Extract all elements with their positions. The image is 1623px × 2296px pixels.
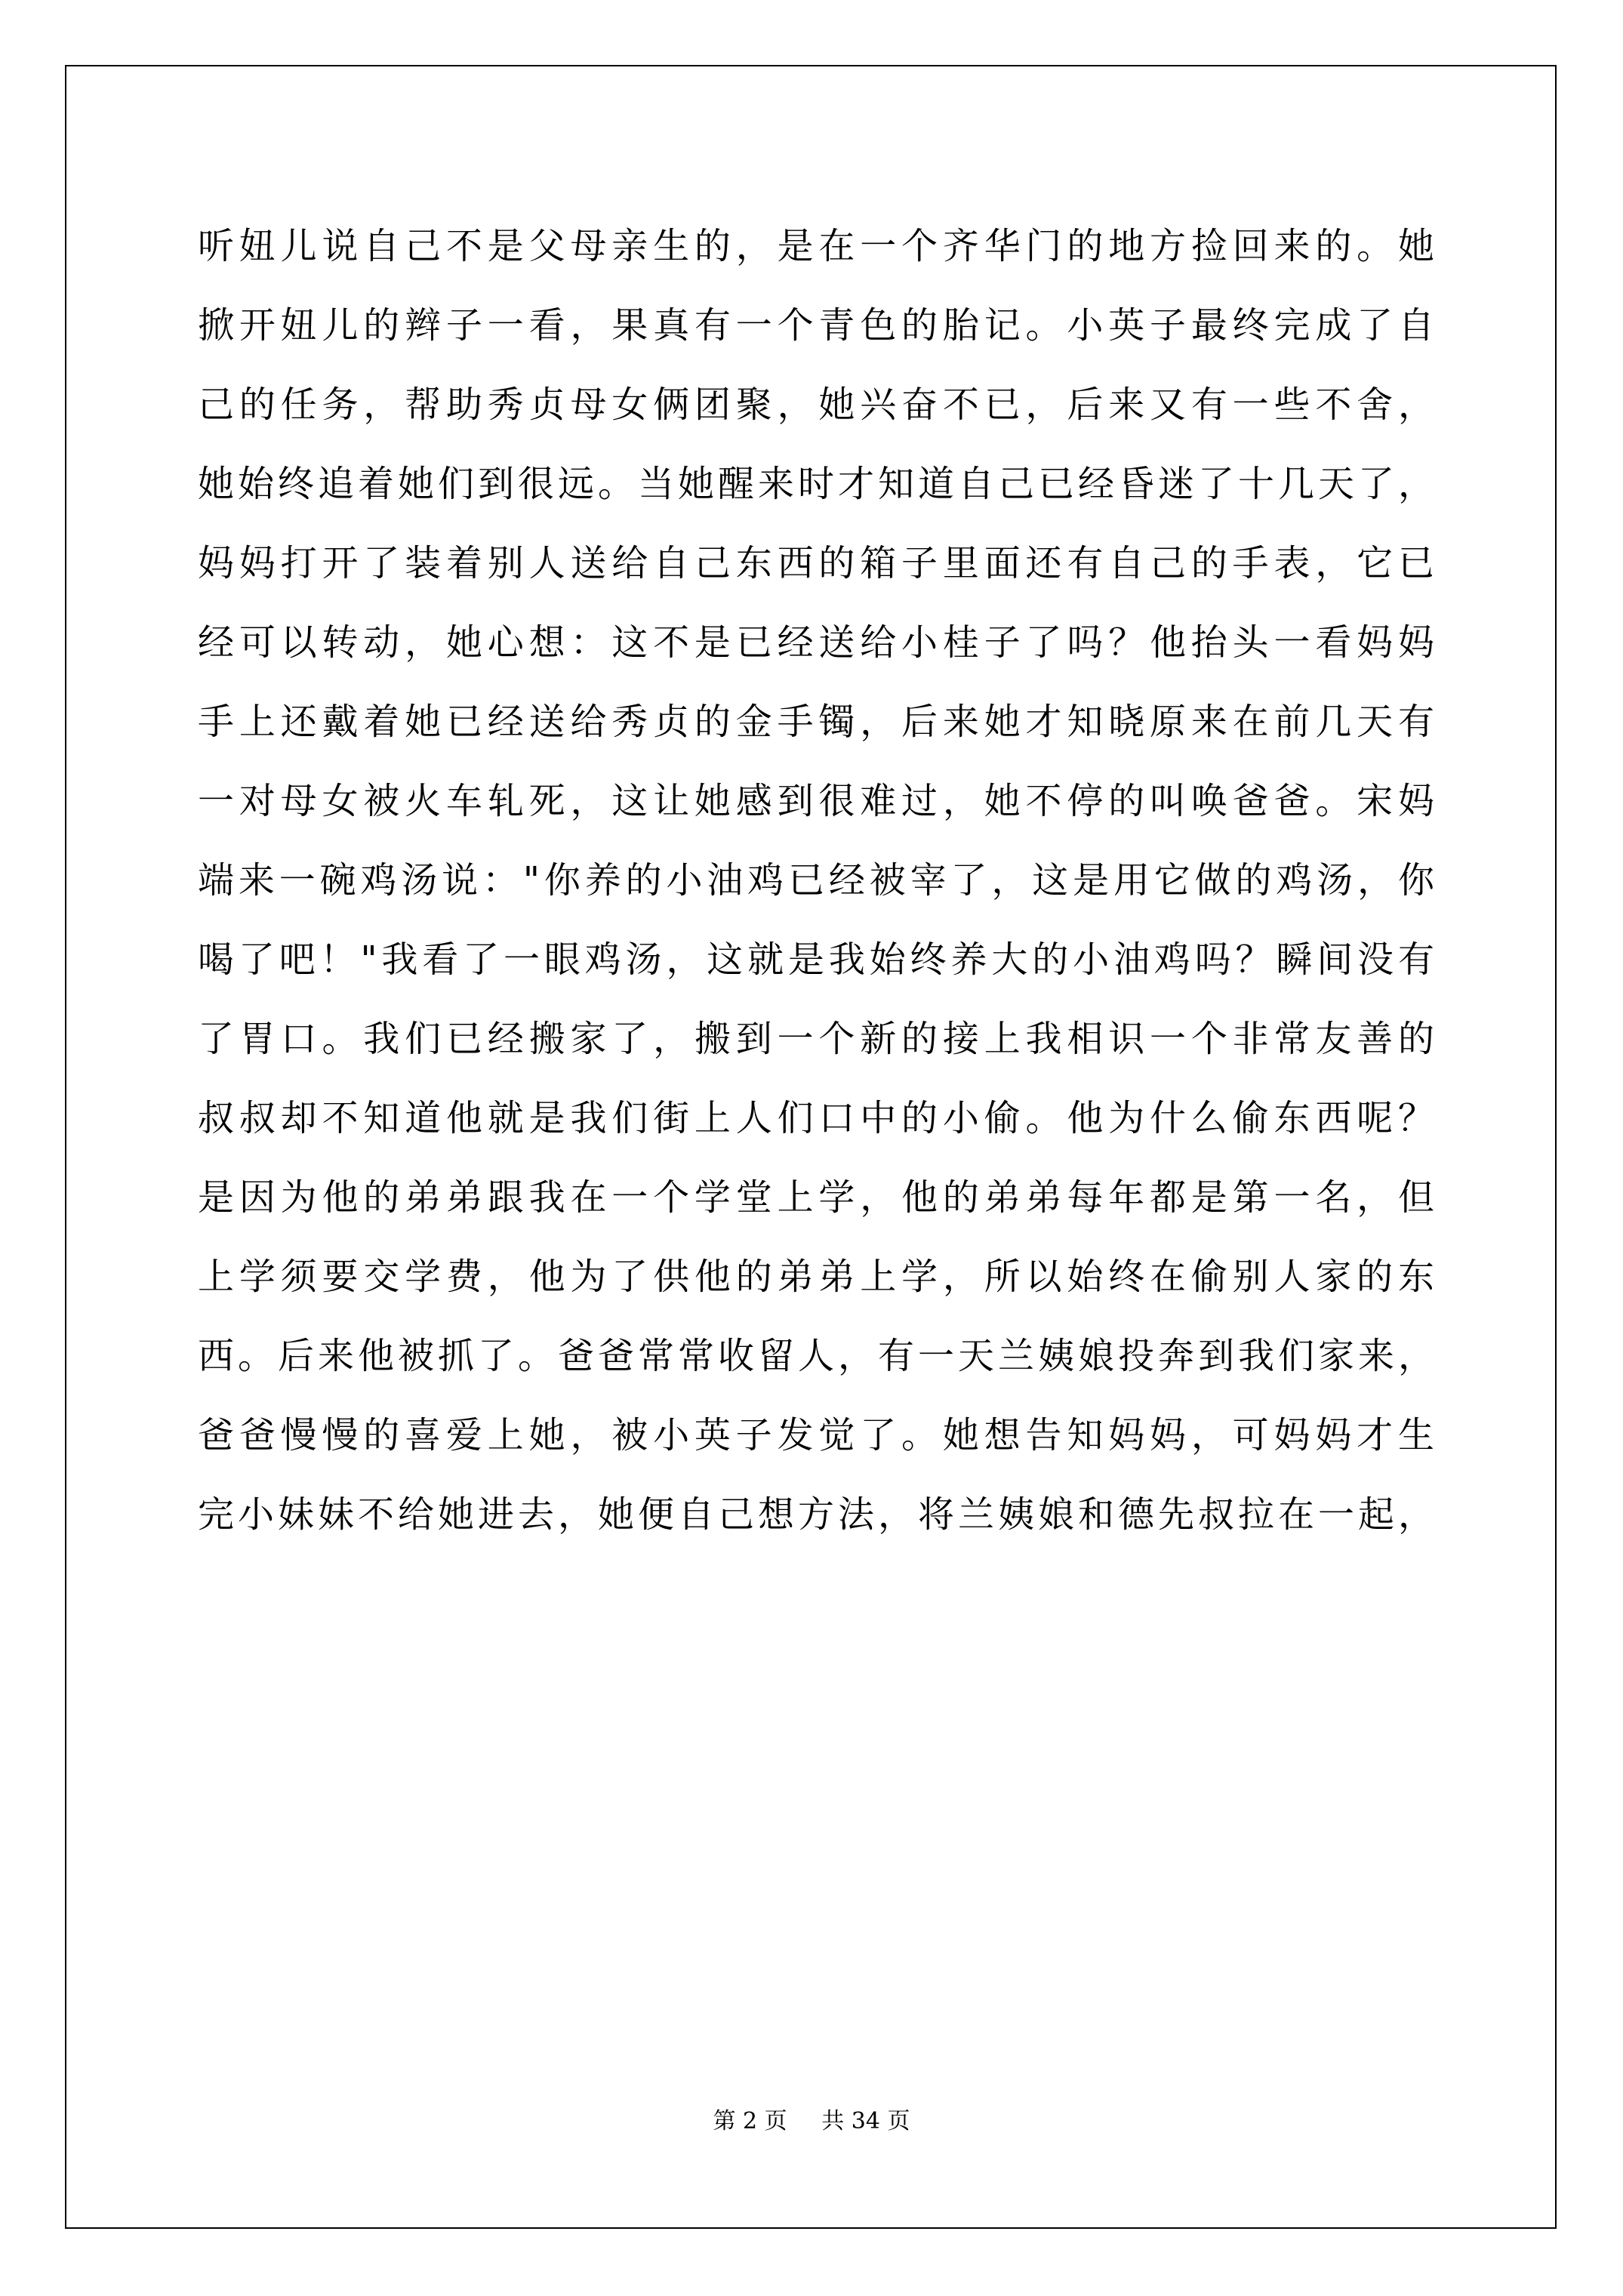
text-line: 喝了吧！"我看了一眼鸡汤，这就是我始终养大的小油鸡吗？瞬间没有 xyxy=(198,938,1436,981)
text-line: 上学须要交学费，他为了供他的弟弟上学，所以始终在偷别人家的东 xyxy=(198,1256,1436,1298)
text-line: 掀开妞儿的辫子一看，果真有一个青色的胎记。小英子最终完成了自 xyxy=(198,304,1436,347)
text-line: 经可以转动，她心想：这不是已经送给小桂子了吗？他抬头一看妈妈 xyxy=(198,621,1436,664)
text-line: 西。后来他被抓了。爸爸常常收留人，有一天兰姨娘投奔到我们家来， xyxy=(198,1335,1436,1377)
page-count: 共 34 页 xyxy=(821,2108,910,2134)
text-line: 手上还戴着她已经送给秀贞的金手镯，后来她才知晓原来在前几天有 xyxy=(198,701,1436,743)
text-line: 听妞儿说自己不是父母亲生的，是在一个齐华门的地方捡回来的。她 xyxy=(198,225,1436,267)
text-line: 一对母女被火车轧死，这让她感到很难过，她不停的叫唤爸爸。宋妈 xyxy=(198,780,1436,822)
text-line: 叔叔却不知道他就是我们街上人们口中的小偷。他为什么偷东西呢？ xyxy=(198,1097,1436,1139)
text-line: 是因为他的弟弟跟我在一个学堂上学，他的弟弟每年都是第一名，但 xyxy=(198,1176,1436,1219)
text-line: 完小妹妹不给她进去，她便自己想方法，将兰姨娘和德先叔拉在一起， xyxy=(198,1493,1436,1536)
text-line: 端来一碗鸡汤说："你养的小油鸡已经被宰了，这是用它做的鸡汤，你 xyxy=(198,859,1436,901)
page-number: 第 2 页 xyxy=(713,2108,787,2134)
text-line: 了胃口。我们已经搬家了，搬到一个新的接上我相识一个非常友善的 xyxy=(198,1018,1436,1060)
document-body xyxy=(198,219,1436,1567)
text-line: 爸爸慢慢的喜爱上她，被小英子发觉了。她想告知妈妈，可妈妈才生 xyxy=(198,1414,1436,1456)
text-line: 妈妈打开了装着别人送给自己东西的箱子里面还有自己的手表，它已 xyxy=(198,542,1436,584)
text-line: 她始终追着她们到很远。当她醒来时才知道自己已经昏迷了十几天了， xyxy=(198,463,1436,505)
text-line: 己的任务，帮助秀贞母女俩团聚，她兴奋不已，后来又有一些不舍， xyxy=(198,384,1436,426)
page-footer xyxy=(0,2102,1623,2135)
